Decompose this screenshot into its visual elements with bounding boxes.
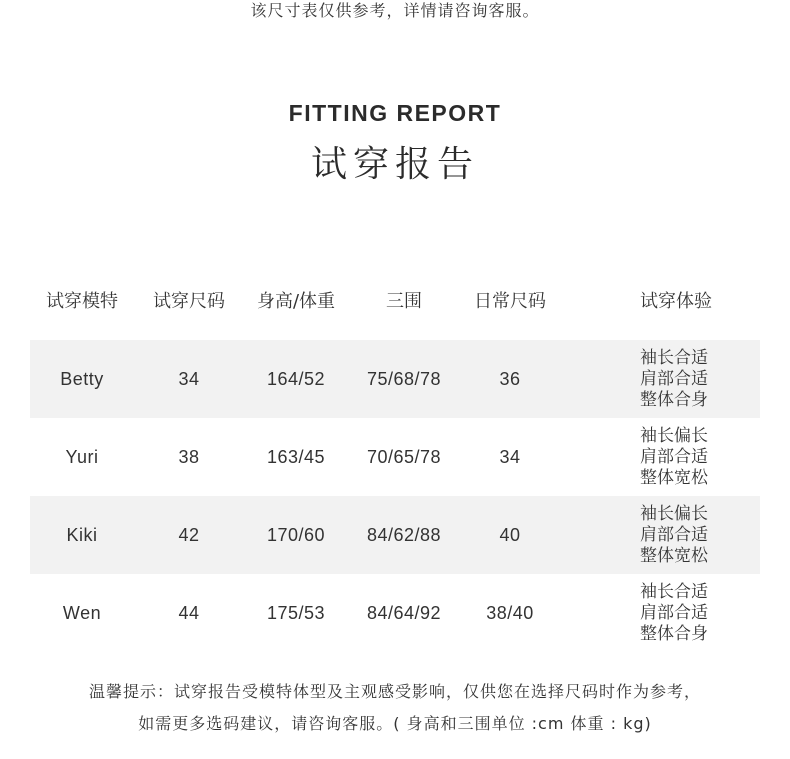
fitting-report-table <box>30 278 760 652</box>
cell-size: 34 <box>134 340 244 418</box>
cell-measurements: 84/62/88 <box>348 496 460 574</box>
table-row <box>30 496 760 574</box>
cell-size: 38 <box>178 446 200 467</box>
experience-line: 整体合身 <box>640 623 708 644</box>
cell-size: 42 <box>134 496 244 574</box>
header-daily-size: 日常尺码 <box>474 291 546 312</box>
experience-line: 肩部合适 <box>640 602 708 623</box>
experience-line: 整体宽松 <box>640 545 708 566</box>
cell-model: Yuri <box>65 446 99 467</box>
cell-experience <box>560 496 760 574</box>
cell-model: Kiki <box>30 496 134 574</box>
table-row <box>30 340 760 418</box>
cell-daily-size: 34 <box>499 446 521 467</box>
cell-measurements: 70/65/78 <box>366 446 442 467</box>
cell-experience <box>560 418 760 496</box>
cell-daily-size: 40 <box>460 496 560 574</box>
tip-line-2: 如需更多选码建议，请咨询客服。( 身高和三围单位 :cm 体重 : kg) <box>138 714 652 733</box>
cell-measurements: 84/64/92 <box>366 602 442 623</box>
cell-size: 44 <box>178 602 200 623</box>
report-title-english: FITTING REPORT <box>288 100 502 126</box>
experience-line: 袖长合适 <box>640 581 708 602</box>
header-model: 试穿模特 <box>46 291 118 312</box>
experience-line: 肩部合适 <box>640 368 708 389</box>
header-trial-size: 试穿尺码 <box>153 291 225 312</box>
experience-line: 肩部合适 <box>640 446 708 467</box>
tip-line-1: 温馨提示：试穿报告受模特体型及主观感受影响，仅供您在选择尺码时作为参考， <box>88 682 701 701</box>
cell-height-weight: 175/53 <box>266 602 326 623</box>
cell-model: Wen <box>62 602 102 623</box>
size-disclaimer: 该尺寸表仅供参考，详情请咨询客服。 <box>250 1 540 20</box>
cell-measurements: 75/68/78 <box>348 340 460 418</box>
cell-height-weight: 170/60 <box>244 496 348 574</box>
experience-line: 袖长合适 <box>640 347 708 368</box>
experience-line: 袖长偏长 <box>640 425 708 446</box>
table-row <box>30 574 760 652</box>
cell-height-weight: 164/52 <box>244 340 348 418</box>
cell-experience <box>560 340 760 418</box>
header-measurements: 三围 <box>386 291 422 312</box>
cell-daily-size: 38/40 <box>486 602 534 623</box>
experience-line: 肩部合适 <box>640 524 708 545</box>
experience-line: 整体合身 <box>640 389 708 410</box>
report-title-chinese: 试穿报告 <box>310 144 479 185</box>
header-height-weight: 身高/体重 <box>256 291 336 312</box>
cell-experience <box>560 574 760 652</box>
table-row <box>30 418 760 496</box>
experience-line: 袖长偏长 <box>640 503 708 524</box>
experience-line: 整体宽松 <box>640 467 708 488</box>
cell-model: Betty <box>30 340 134 418</box>
table-header-row <box>30 278 760 322</box>
cell-height-weight: 163/45 <box>266 446 326 467</box>
cell-daily-size: 36 <box>460 340 560 418</box>
header-experience: 试穿体验 <box>640 291 712 312</box>
